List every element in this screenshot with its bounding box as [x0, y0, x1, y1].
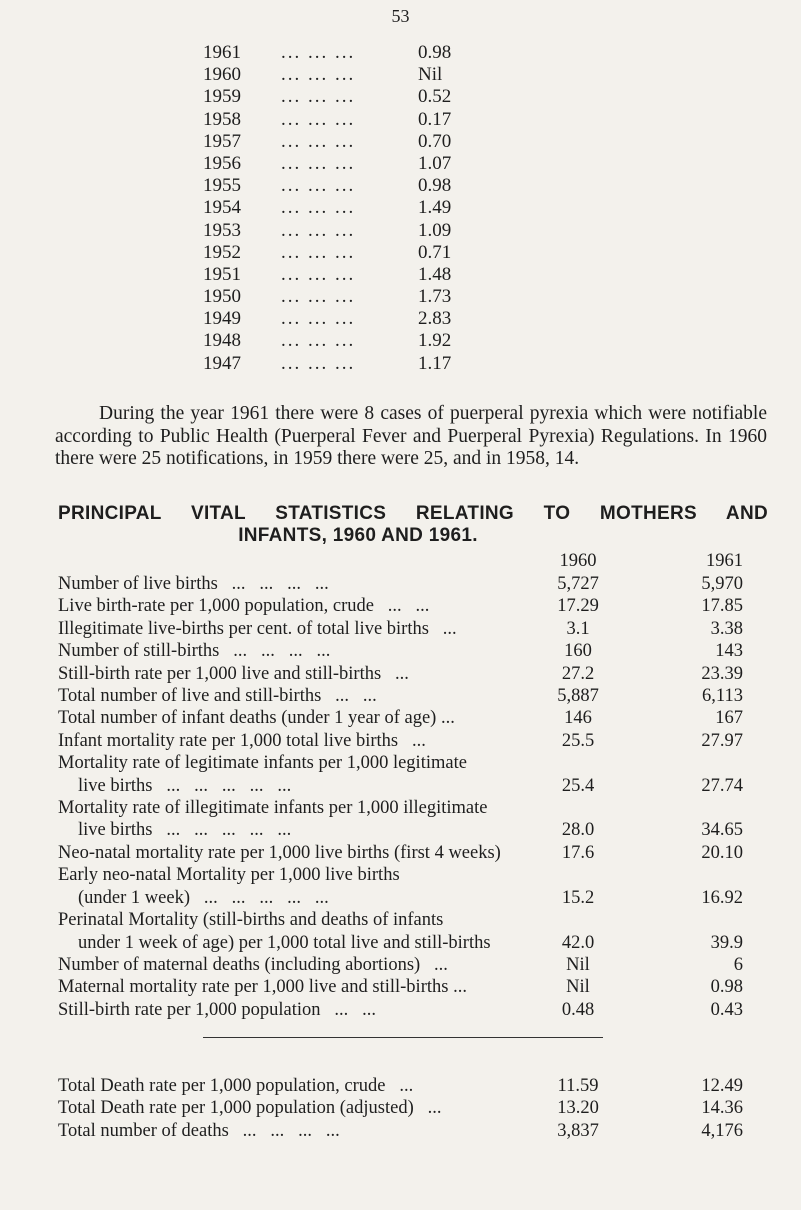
rate-value: 1.09 [418, 219, 452, 241]
value-1961: 17.85 [701, 596, 743, 617]
value-1961: 6 [733, 954, 743, 975]
year-rate-row [203, 64, 478, 86]
value-1961: 0.43 [710, 999, 743, 1020]
value-1960: Nil [566, 977, 590, 998]
statistic-row [58, 1120, 778, 1142]
statistic-label: Live birth-rate per 1,000 population, crude ... ... [58, 596, 430, 617]
value-1960: 25.5 [561, 730, 595, 751]
year-rate-row [203, 242, 478, 264]
year-rate-row [203, 42, 478, 64]
statistic-label: Maternal mortality rate per 1,000 live and still-births ... [58, 977, 467, 998]
statistic-label: Early neo-natal Mortality per 1,000 live births [58, 865, 400, 886]
section-heading [58, 503, 768, 547]
column-header-1961: 1961 [706, 551, 743, 571]
leader-dots: ... ... ... [281, 108, 356, 130]
value-1960: 42.0 [561, 932, 595, 953]
year-rate-row [203, 131, 478, 153]
value-1961: 39.9 [710, 932, 743, 953]
statistic-label: Number of still-births ... ... ... ... [58, 641, 331, 662]
death-totals-table [58, 1075, 778, 1142]
year-rate-row [203, 109, 478, 131]
value-1960: 0.48 [561, 999, 595, 1020]
rate-value: 0.17 [418, 108, 452, 130]
statistic-label: Still-birth rate per 1,000 population ... ... [58, 999, 377, 1020]
value-1961: 34.65 [701, 820, 743, 841]
value-1961: 167 [715, 708, 743, 729]
statistic-row [58, 640, 778, 662]
statistic-row [58, 730, 778, 752]
value-1961: 27.74 [701, 775, 743, 796]
year-label: 1951 [203, 263, 241, 285]
leader-dots: ... ... ... [281, 263, 356, 285]
statistic-row [58, 685, 778, 707]
rate-value: 2.83 [418, 308, 452, 330]
rate-value: 1.92 [418, 330, 452, 352]
year-label: 1961 [203, 42, 241, 63]
value-1961: 143 [715, 641, 743, 662]
value-1961: 0.98 [710, 977, 743, 998]
year-label: 1960 [203, 64, 241, 86]
leader-dots: ... ... ... [281, 175, 356, 197]
year-label: 1947 [203, 352, 241, 374]
leader-dots: ... ... ... [281, 308, 356, 330]
rate-value: 0.52 [418, 86, 452, 108]
year-label: 1955 [203, 175, 241, 197]
leader-dots: ... ... ... [281, 330, 356, 352]
statistic-label: Total number of deaths ... ... ... ... [58, 1120, 340, 1141]
value-1961: 4,176 [701, 1120, 743, 1141]
year-rate-row [203, 286, 478, 308]
year-label: 1954 [203, 197, 241, 219]
statistic-label: Illegitimate live-births per cent. of total live births ... [58, 618, 457, 639]
page-number: 53 [391, 6, 410, 26]
year-label: 1950 [203, 286, 241, 308]
rate-value: 1.48 [418, 263, 452, 285]
statistic-row [58, 909, 778, 954]
year-rate-row [203, 308, 478, 330]
value-1961: 20.10 [701, 842, 743, 863]
year-label: 1952 [203, 241, 241, 263]
year-rate-row [203, 86, 478, 108]
year-rate-row [203, 220, 478, 242]
year-rate-row [203, 153, 478, 175]
statistic-row [58, 663, 778, 685]
leader-dots: ... ... ... [281, 241, 356, 263]
leader-dots: ... ... ... [281, 219, 356, 241]
rate-value: Nil [418, 64, 443, 86]
rate-value: 0.98 [418, 42, 452, 63]
value-1960: 17.29 [557, 596, 599, 617]
rate-value: 1.49 [418, 197, 452, 219]
statistic-row [58, 954, 778, 976]
leader-dots: ... ... ... [281, 352, 356, 374]
divider-rule [203, 1037, 603, 1038]
statistic-label: Neo-natal mortality rate per 1,000 live births (first 4 weeks) [58, 842, 501, 863]
year-rate-row [203, 175, 478, 197]
leader-dots: ... ... ... [281, 286, 356, 308]
rate-value: 1.17 [418, 352, 452, 374]
year-label: 1959 [203, 86, 241, 108]
value-1960: 3,837 [557, 1120, 599, 1141]
value-1961: 23.39 [701, 663, 743, 684]
value-1961: 14.36 [701, 1098, 743, 1119]
value-1960: 28.0 [561, 820, 595, 841]
value-1961: 3.38 [710, 618, 743, 639]
year-rate-row [203, 264, 478, 286]
value-1960: 13.20 [557, 1098, 599, 1119]
value-1961: 27.97 [701, 730, 743, 751]
statistic-row [58, 1097, 778, 1119]
leader-dots: ... ... ... [281, 152, 356, 174]
statistic-row [58, 595, 778, 617]
leader-dots: ... ... ... [281, 197, 356, 219]
value-1960: 5,727 [557, 574, 599, 594]
column-header-1960: 1960 [559, 551, 597, 571]
statistic-row [58, 707, 778, 729]
year-label: 1948 [203, 330, 241, 352]
statistic-row [58, 797, 778, 842]
statistic-row [58, 976, 778, 998]
statistic-label-continuation: live births ... ... ... ... ... [78, 775, 292, 796]
statistic-label: Infant mortality rate per 1,000 total live births ... [58, 730, 426, 751]
rate-value: 0.71 [418, 241, 452, 263]
statistic-label: Still-birth rate per 1,000 live and still-births ... [58, 663, 409, 684]
heading-line-2: INFANTS, 1960 AND 1961. [238, 525, 478, 546]
statistic-row [58, 752, 778, 797]
value-1960: 3.1 [566, 618, 590, 639]
rate-value: 1.07 [418, 152, 452, 174]
statistic-label: Total number of live and still-births ... ... [58, 686, 377, 707]
statistic-row [58, 1075, 778, 1097]
year-rate-row [203, 353, 478, 375]
value-1960: 146 [564, 708, 592, 729]
year-rate-row [203, 330, 478, 352]
value-1961: 16.92 [701, 887, 743, 908]
statistic-label-continuation: live births ... ... ... ... ... [78, 820, 292, 841]
value-1960: Nil [566, 954, 590, 975]
statistic-row [58, 864, 778, 909]
statistic-row [58, 618, 778, 640]
value-1960: 5,887 [557, 686, 599, 707]
statistic-row [58, 573, 778, 595]
puerperal-pyrexia-paragraph: During the year 1961 there were 8 cases of puerperal pyrexia which were notifiable according to Public Health (Puerperal Fever and Puerperal Pyrexia) Regulations. In 1960 there were 25 notifications, in 1959 there were 25, and in 1958, 14. [55, 403, 767, 469]
leader-dots: ... ... ... [281, 130, 356, 152]
statistic-label-continuation: (under 1 week) ... ... ... ... ... [78, 887, 329, 908]
leader-dots: ... ... ... [281, 64, 356, 86]
column-headers [58, 551, 778, 573]
rate-value: 1.73 [418, 286, 452, 308]
statistic-label: Perinatal Mortality (still-births and deaths of infants [58, 910, 444, 931]
statistic-label: Mortality rate of legitimate infants per 1,000 legitimate [58, 753, 467, 774]
statistic-row [58, 842, 778, 864]
value-1960: 160 [564, 641, 592, 662]
statistic-label: Number of live births ... ... ... ... [58, 574, 329, 594]
rate-value: 0.70 [418, 130, 452, 152]
year-label: 1953 [203, 219, 241, 241]
year-label: 1949 [203, 308, 241, 330]
value-1960: 17.6 [561, 842, 595, 863]
statistic-row [58, 999, 778, 1021]
statistic-label: Number of maternal deaths (including abortions) ... [58, 954, 448, 975]
leader-dots: ... ... ... [281, 86, 356, 108]
value-1961: 6,113 [702, 686, 743, 707]
year-label: 1957 [203, 130, 241, 152]
rate-value: 0.98 [418, 175, 452, 197]
statistic-label-continuation: under 1 week of age) per 1,000 total live and still-births [78, 932, 491, 953]
vital-statistics-table [58, 551, 778, 1021]
statistic-label: Total number of infant deaths (under 1 year of age) ... [58, 708, 455, 729]
statistic-label: Total Death rate per 1,000 population, crude ... [58, 1076, 414, 1096]
year-label: 1956 [203, 152, 241, 174]
leader-dots: ... ... ... [281, 42, 356, 63]
statistic-label: Mortality rate of illegitimate infants per 1,000 illegitimate [58, 798, 488, 819]
value-1961: 12.49 [701, 1076, 743, 1096]
year-rate-table [203, 42, 478, 375]
statistic-label: Total Death rate per 1,000 population (adjusted) ... [58, 1098, 442, 1119]
value-1961: 5,970 [701, 574, 743, 594]
value-1960: 15.2 [561, 887, 595, 908]
value-1960: 25.4 [561, 775, 595, 796]
value-1960: 27.2 [561, 663, 595, 684]
year-rate-row [203, 197, 478, 219]
value-1960: 11.59 [557, 1076, 599, 1096]
heading-line-1: PRINCIPAL VITAL STATISTICS RELATING TO MOTHERS AND [58, 503, 768, 524]
year-label: 1958 [203, 108, 241, 130]
